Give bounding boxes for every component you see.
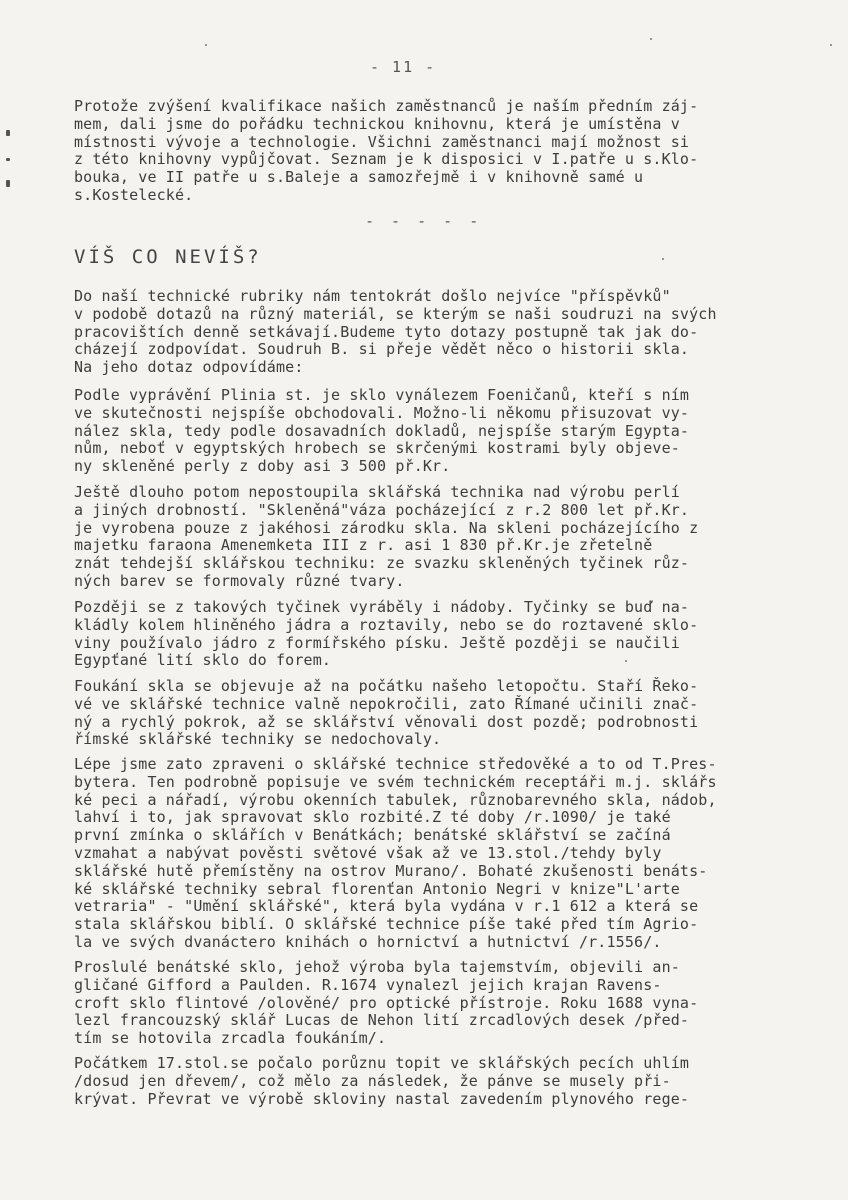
paper-speck <box>205 44 207 46</box>
paragraph-origins <box>74 387 834 476</box>
text-line: cházejí zodpovídat. Soudruh B. si přeje vědět něco o historii skla. <box>74 340 690 359</box>
text-line: /dosud jen dřevem/, což mělo za následek, že pánve se musely při- <box>74 1071 671 1090</box>
text-line: pracovištích denně setkávají.Budeme tyto dotazy postupně tak jak do- <box>74 322 699 341</box>
paragraph-intro-question <box>74 288 834 377</box>
text-line: Lépe jsme zato zpraveni o sklářské technice středověké a to od T.Pres- <box>74 755 717 773</box>
text-line: ké sklářské techniky sebral florenťan Antonio Negri v knize"L'arte <box>74 879 680 898</box>
text-line: stala sklářskou biblí. O sklářské technice píše také před tím Agrio- <box>74 915 699 934</box>
intro-paragraph <box>74 98 834 205</box>
text-line: Proslulé benátské sklo, jehož výroba byla tajemstvím, objevili an- <box>74 958 680 976</box>
text-line: krývat. Převrat ve výrobě skloviny nastal zavedením plynového rege- <box>74 1089 690 1108</box>
text-line: Podle vyprávění Plinia st. je sklo vynálezem Foeničanů, kteří s ním <box>74 386 690 404</box>
text-line: la ve svých dvanáctero knihách o hornictví a hutnictví /r.1556/. <box>74 932 662 951</box>
text-line: z této knihovny vypůjčovat. Seznam je k disposici v I.patře u s.Klo- <box>74 150 699 169</box>
text-line: majetku faraona Amenemketa III z r. asi 1 830 př.Kr.je zřetelně <box>74 536 653 555</box>
paper-speck <box>830 44 832 46</box>
text-line: místnosti vývoje a technologie. Všichni zaměstnanci mají možnost si <box>74 132 690 151</box>
text-line: tím se hotovila zrcadla foukáním/. <box>74 1029 387 1048</box>
paper-speck <box>625 660 627 662</box>
binder-mark <box>6 180 10 187</box>
text-line: sklářské hutě přemístěny na ostrov Murano/. Bohaté zkušenosti benáts- <box>74 861 708 880</box>
text-line: Protože zvýšení kvalifikace našich zaměstnanců je naším předním záj- <box>74 97 699 115</box>
text-line: vzmahat a nabývat pověsti světové však až ve 13.stol./tehdy byly <box>74 843 662 862</box>
text-line: a jiných drobností. "Skleněná"váza pocházející z r.2 800 let př.Kr. <box>74 500 690 519</box>
text-line: bouka, ve II patře u s.Baleje a samozřejmě i v knihovně samé u <box>74 168 644 187</box>
text-line: gličané Gifford a Paulden. R.1674 vynalezl jejich krajan Ravens- <box>74 975 662 994</box>
text-line: croft sklo flintové /olověné/ pro optické přístroje. Roku 1688 vyna- <box>74 993 699 1012</box>
binder-mark <box>6 158 10 161</box>
paper-speck <box>662 258 664 260</box>
text-line: nález skla, tedy podle dosavadních dokladů, nejspíše starým Egypta- <box>74 421 690 440</box>
text-line: Později se z takových tyčinek vyráběly i nádoby. Tyčinky se buď na- <box>74 598 690 616</box>
binder-mark <box>6 130 10 136</box>
paragraph-venetian-glass <box>74 959 834 1048</box>
text-line: mem, dali jsme do pořádku technickou knihovnu, která je umístěna v <box>74 114 680 133</box>
page-number: - 11 - <box>370 58 437 76</box>
paragraph-glassblowing <box>74 678 834 749</box>
text-line: vé ve sklářské technice valně nepokročili, zato Římané učinili znač- <box>74 694 699 713</box>
text-line: nům, neboť v egyptských hrobech se skrčenými kostrami byly objeve- <box>74 439 680 458</box>
text-line: Na jeho dotaz odpovídáme: <box>74 358 304 377</box>
paragraph-early-technique <box>74 484 834 591</box>
text-line: Do naší technické rubriky nám tentokrát došlo nejvíce "příspěvků" <box>74 287 671 305</box>
text-line: ve skutečnosti nejspíše obchodovali. Možno-li někomu přisuzovat vy- <box>74 403 690 422</box>
paper-speck <box>650 38 652 40</box>
text-line: Egypťané lití sklo do forem. <box>74 651 332 670</box>
text-line: lezl francouzský sklář Lucas de Nehon lití zrcadlových desek /před- <box>74 1011 690 1030</box>
text-line: kládly kolem hliněného jádra a roztavily, nebo se do roztavené sklo- <box>74 615 699 634</box>
text-line: ných barev se formovaly různé tvary. <box>74 571 405 590</box>
paragraph-medieval <box>74 756 834 952</box>
text-line: je vyrobena pouze z jakéhosi zárodku skla. Na skleni pocházejícího z <box>74 518 699 537</box>
section-heading: VÍŠ CO NEVÍŠ? <box>74 246 262 268</box>
paragraph-coal-furnaces <box>74 1055 834 1108</box>
text-line: Foukání skla se objevuje až na počátku našeho letopočtu. Staří Řeko- <box>74 677 699 695</box>
text-line: v podobě dotazů na různý materiál, se kterým se naši soudruzi na svých <box>74 304 717 323</box>
text-line: ny skleněné perly z doby asi 3 500 př.Kr. <box>74 457 451 476</box>
text-line: Počátkem 17.stol.se počalo porůznu topit ve sklářských pecích uhlím <box>74 1054 690 1072</box>
section-divider: - - - - - <box>365 212 483 230</box>
text-line: znát tehdejší sklářskou techniku: ze svazku skleněných tyčinek růz- <box>74 554 690 573</box>
paragraph-vessels <box>74 599 834 670</box>
text-line: první zmínka o sklářích v Benátkách; benátské sklářství se začíná <box>74 826 671 845</box>
text-line: Ještě dlouho potom nepostoupila sklářská technika nad výrobu perlí <box>74 483 680 501</box>
text-line: bytera. Ten podrobně popisuje ve svém technickém receptáři m.j. sklářs <box>74 772 717 791</box>
text-line: lahví i to, jak spravovat sklo rozbité.Z té doby /r.1090/ je také <box>74 808 671 827</box>
text-line: římské sklářské techniky se nedochovaly. <box>74 730 442 749</box>
text-line: ké peci a nářadí, výrobu okenních tabulek, různobarevného skla, nádob, <box>74 790 717 809</box>
text-line: s.Kostelecké. <box>74 185 194 204</box>
text-line: viny používalo jádro z formířského písku. Ještě později se naučili <box>74 633 680 652</box>
text-line: vetraria" - "Umění sklářské", která byla vydána v r.1 612 a která se <box>74 897 699 916</box>
text-line: ný a rychlý pokrok, až se sklářství věnovali dost pozdě; podrobnosti <box>74 712 699 731</box>
